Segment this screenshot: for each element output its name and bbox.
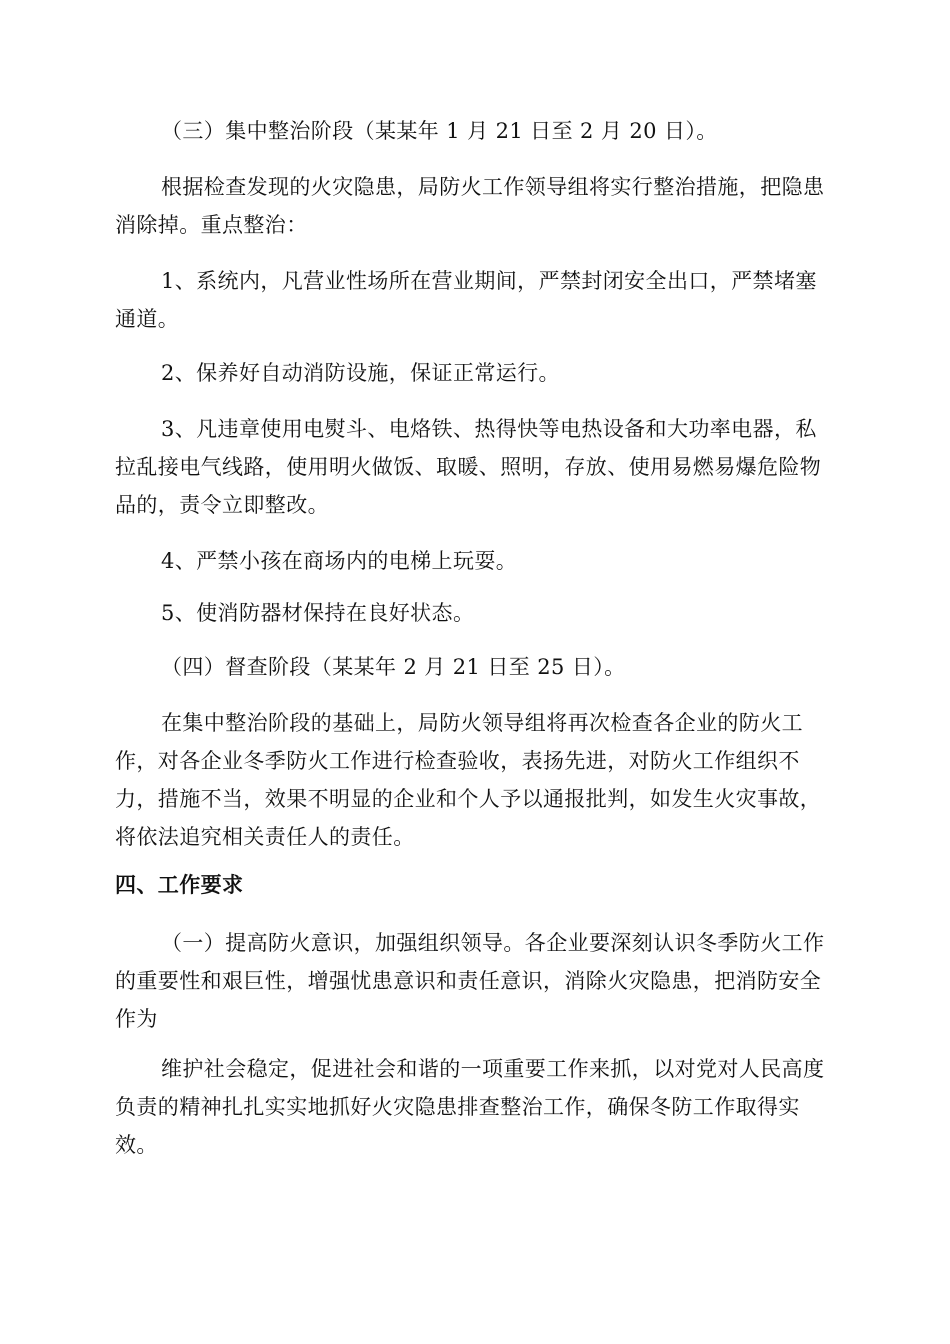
rectification-item-2: 2、保养好自动消防设施，保证正常运行。 bbox=[161, 361, 560, 385]
requirement-one-paragraph: （一）提高防火意识，加强组织领导。各企业要深刻认识冬季防火工作的重要性和艰巨性，增强忧患意识和责任意识，消除火灾隐患，把消防安全作为 bbox=[115, 931, 825, 1031]
rectification-item-5: 5、使消防器材保持在良好状态。 bbox=[161, 601, 475, 625]
rectification-item-4: 4、严禁小孩在商场内的电梯上玩耍。 bbox=[161, 549, 518, 573]
stage-three-description: 根据检查发现的火灾隐患，局防火工作领导组将实行整治措施，把隐患消除掉。重点整治： bbox=[115, 175, 825, 237]
stage-four-heading: （四）督查阶段（某某年 2 月 21 日至 25 日）。 bbox=[161, 655, 626, 679]
section-four-heading: 四、工作要求 bbox=[115, 873, 244, 897]
rectification-item-1: 1、系统内，凡营业性场所在营业期间，严禁封闭安全出口，严禁堵塞通道。 bbox=[115, 269, 817, 331]
rectification-item-3: 3、凡违章使用电熨斗、电烙铁、热得快等电热设备和大功率电器，私拉乱接电气线路，使用明火做饭、取暖、照明，存放、使用易燃易爆危险物品的，责令立即整改。 bbox=[115, 417, 822, 517]
requirement-one-continuation: 维护社会稳定，促进社会和谐的一项重要工作来抓，以对党对人民高度负责的精神扎扎实实地抓好火灾隐患排查整治工作，确保冬防工作取得实效。 bbox=[115, 1057, 825, 1157]
stage-three-heading: （三）集中整治阶段（某某年 1 月 21 日至 2 月 20 日）。 bbox=[161, 119, 718, 143]
stage-four-description: 在集中整治阶段的基础上，局防火领导组将再次检查各企业的防火工作，对各企业冬季防火工作进行检查验收，表扬先进，对防火工作组织不力，措施不当，效果不明显的企业和个人予以通报批判，如发生火灾事故，将依法追究相关责任人的责任。 bbox=[115, 711, 822, 849]
